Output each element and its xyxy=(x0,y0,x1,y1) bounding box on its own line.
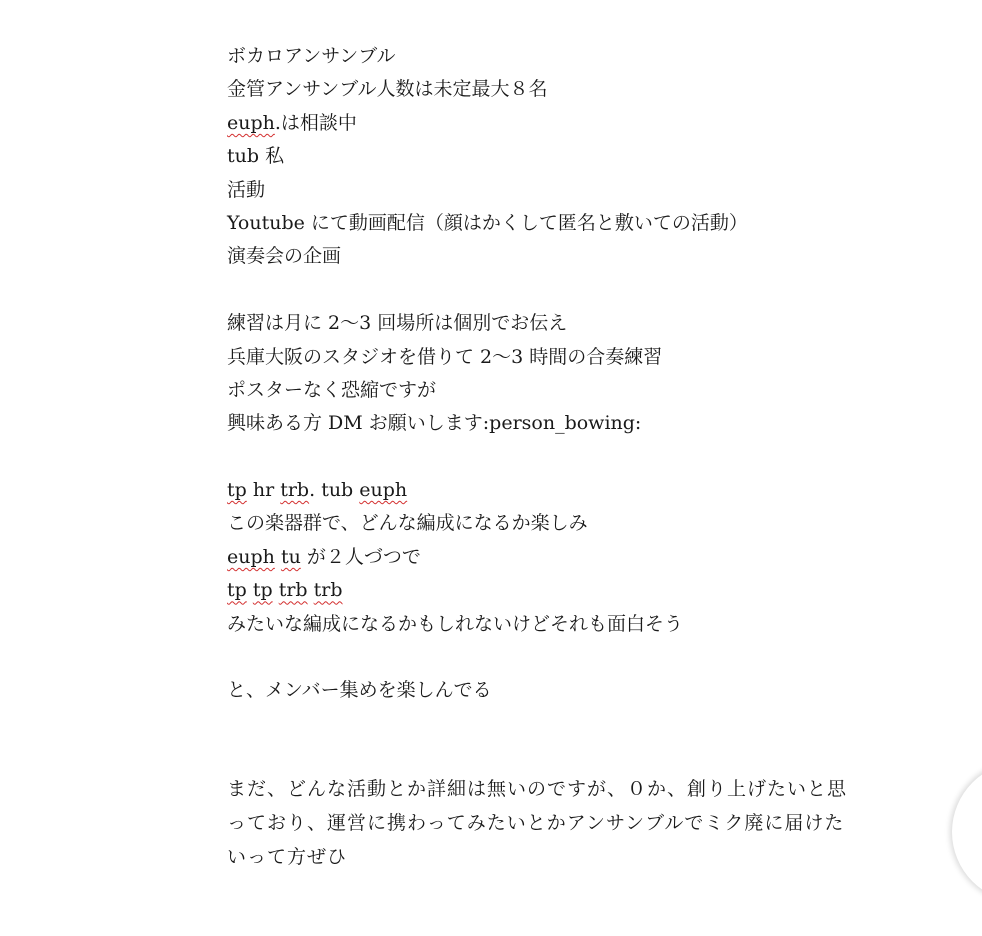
text-line: euph tu が２人づつで xyxy=(227,545,421,568)
text-line: ボカロアンサンブル xyxy=(227,45,396,67)
spellcheck-word: euph xyxy=(359,479,408,502)
text-line: 金管アンサンブル人数は未定最大８名 xyxy=(227,78,548,101)
spellcheck-word: tp xyxy=(227,479,247,502)
spellcheck-word: tu xyxy=(280,545,301,568)
text-line: 兵庫大阪のスタジオを借りて 2〜3 時間の合奏練習 xyxy=(227,345,663,368)
spellcheck-word: tp xyxy=(252,579,273,602)
text-line: 練習は月に 2〜3 回場所は個別でお伝え xyxy=(227,312,568,335)
spellcheck-word: trb xyxy=(313,579,343,602)
blank-line xyxy=(227,441,867,474)
closing-paragraph: まだ、どんな活動とか詳細は無いのですが、０か、創り上げたいと思っており、運営に携わってみたいとかアンサンブルでミク廃に届けたいって方ぜひ xyxy=(227,778,848,868)
spellcheck-word: tp xyxy=(227,579,247,602)
text-line: Youtube にて動画配信（顔はかくして匿名と敷いての活動） xyxy=(227,211,748,234)
spellcheck-word: trb xyxy=(280,479,310,502)
text-line: みたいな編成になるかもしれないけどそれも面白そう xyxy=(227,612,684,635)
spellcheck-word: trb xyxy=(278,579,308,602)
text-line xyxy=(227,574,867,607)
text-line: 活動 xyxy=(227,178,266,201)
blank-line xyxy=(227,274,867,307)
text-line: 演奏会の企画 xyxy=(227,245,342,268)
text-line: tp hr trb. tub euph xyxy=(227,479,408,502)
spellcheck-word: euph xyxy=(227,111,275,134)
document-body xyxy=(227,40,867,708)
text-line: ポスターなく恐縮ですが xyxy=(227,378,437,401)
spellcheck-word: euph xyxy=(227,545,275,568)
text-line: 興味ある方 DM お願いします:person_bowing: xyxy=(227,412,642,435)
blank-line xyxy=(227,641,867,674)
text-line: euph.は相談中 xyxy=(227,111,357,134)
floating-action-button[interactable] xyxy=(952,762,982,902)
text-line: tub 私 xyxy=(227,145,285,168)
text-line: この楽器群で、どんな編成になるか楽しみ xyxy=(227,512,588,535)
text-line: と、メンバー集めを楽しんでる xyxy=(227,679,492,702)
